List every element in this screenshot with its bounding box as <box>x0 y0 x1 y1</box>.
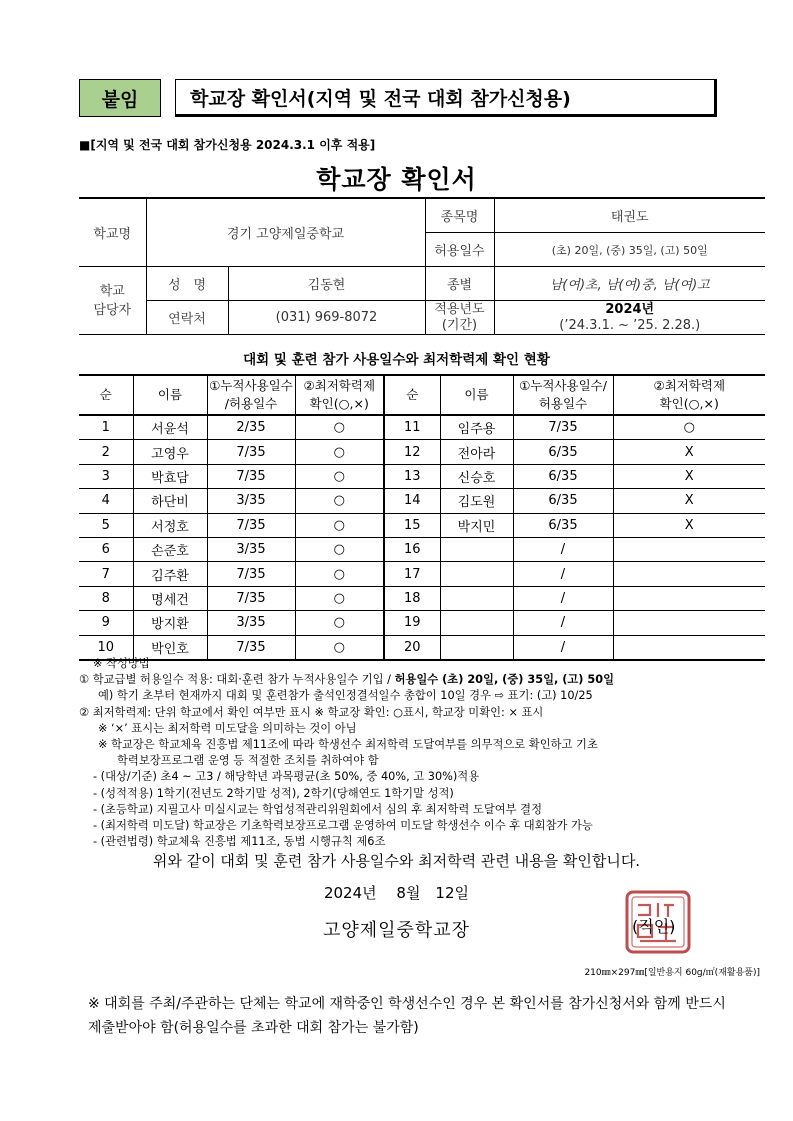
table-row <box>79 537 765 561</box>
info-table <box>79 197 765 335</box>
cell-days: 6/35 <box>513 489 613 513</box>
cell-days: 6/35 <box>513 464 613 488</box>
year-period: (’24.3.1. ~ ’25. 2.28.) <box>559 317 701 333</box>
header-no: 순 <box>79 375 133 415</box>
note-1-example: 예) 학기 초부터 현재까지 대회 및 훈련참가 출석인정결석일수 총합이 10일 경우 ⇨ 표기: (고) 10/25 <box>98 689 593 703</box>
cell-no: 14 <box>384 489 440 513</box>
cell-no: 2 <box>79 440 133 464</box>
cell-no: 11 <box>384 415 440 440</box>
sport-label: 종목명 <box>425 198 494 233</box>
cell-no: 16 <box>384 537 440 561</box>
header-days-right: ①누적사용일수/ 허용일수 <box>513 375 613 415</box>
cell-days: 6/35 <box>513 513 613 537</box>
contact-label: 연락처 <box>146 301 228 335</box>
page-title: 학교장 확인서 <box>316 165 477 194</box>
cell-days: 7/35 <box>513 415 613 440</box>
table-row <box>79 586 765 610</box>
cell-name: 김도원 <box>440 489 513 513</box>
cell-check: X <box>613 489 765 513</box>
cell-name <box>440 537 513 561</box>
cell-no: 19 <box>384 611 440 635</box>
cell-no: 20 <box>384 635 440 660</box>
cell-name: 서윤석 <box>133 415 207 440</box>
school-value: 경기 고양제일중학교 <box>146 198 425 267</box>
cell-check <box>613 562 765 586</box>
cell-days: / <box>513 586 613 610</box>
header-academic-right: ②최저학력제 확인(○,×) <box>613 375 765 415</box>
name-label: 성 명 <box>146 267 228 301</box>
header-no-right: 순 <box>384 375 440 415</box>
detail-4: - (최저학력 미도달) 학교장은 기초학력보장프로그램 운영하여 미도달 학생선수 이수 후 대회참가 가능 <box>93 819 593 833</box>
contact-value: (031) 969-8072 <box>228 301 425 335</box>
table-row <box>79 440 765 464</box>
table-row <box>79 415 765 440</box>
allowed-days-label: 허용일수 <box>425 233 494 267</box>
attachment-badge: 붙임 <box>79 79 161 117</box>
seal-label: (직인) <box>632 917 676 936</box>
sign-date: 2024년 8월 12일 <box>323 884 470 902</box>
cell-check: ○ <box>295 586 384 610</box>
header-name: 이름 <box>133 375 207 415</box>
table-row <box>79 611 765 635</box>
cell-check: X <box>613 440 765 464</box>
table-row <box>79 562 765 586</box>
cell-check: ○ <box>295 537 384 561</box>
category-label: 종별 <box>425 267 494 301</box>
cell-name: 명세건 <box>133 586 207 610</box>
cell-name: 전아라 <box>440 440 513 464</box>
cell-check <box>613 611 765 635</box>
cell-no: 9 <box>79 611 133 635</box>
cell-no: 4 <box>79 489 133 513</box>
cell-no: 17 <box>384 562 440 586</box>
year-cell <box>494 301 765 335</box>
manager-label: 학교 담당자 <box>79 267 146 335</box>
cell-no: 10 <box>79 635 133 660</box>
cell-days: 7/35 <box>207 586 295 610</box>
note-1-text: ① 학교급별 허용일수 적용: 대회·훈련 참가 누적사용일수 기입 / <box>79 673 395 687</box>
cell-days: 7/35 <box>207 464 295 488</box>
cell-name: 신승호 <box>440 464 513 488</box>
cell-name: 박효담 <box>133 464 207 488</box>
cell-no: 12 <box>384 440 440 464</box>
cell-check <box>613 586 765 610</box>
cell-check: ○ <box>295 415 384 440</box>
cell-check: ○ <box>295 635 384 660</box>
cell-check: X <box>613 464 765 488</box>
name-value: 김동현 <box>228 267 425 301</box>
header-name-right: 이름 <box>440 375 513 415</box>
note-1 <box>79 672 779 688</box>
category-value: 남(여)초, 남(여)중, 남(여)고 <box>494 267 765 301</box>
cell-days: / <box>513 537 613 561</box>
cell-days: / <box>513 611 613 635</box>
note-1-bold: 허용일수 (초) 20일, (중) 35일, (고) 50일 <box>394 673 615 687</box>
cell-no: 8 <box>79 586 133 610</box>
cell-days: 2/35 <box>207 415 295 440</box>
header-academic: ②최저학력제 확인(○,×) <box>295 375 384 415</box>
status-table <box>79 374 765 661</box>
cell-days: 7/35 <box>207 562 295 586</box>
cell-name: 서정호 <box>133 513 207 537</box>
writing-instructions <box>79 656 779 850</box>
cell-check: X <box>613 513 765 537</box>
cell-name: 고영우 <box>133 440 207 464</box>
table-row <box>79 464 765 488</box>
cell-no: 5 <box>79 513 133 537</box>
detail-5: - (관련법령) 학교체육 진흥법 제11조, 동법 시행규칙 제6조 <box>93 835 386 849</box>
cell-name <box>440 562 513 586</box>
cell-no: 13 <box>384 464 440 488</box>
cell-no: 18 <box>384 586 440 610</box>
cell-days: 3/35 <box>207 611 295 635</box>
cell-days: 3/35 <box>207 537 295 561</box>
cell-check: ○ <box>295 562 384 586</box>
cell-check: ○ <box>295 513 384 537</box>
cell-no: 6 <box>79 537 133 561</box>
detail-2: - (성적적용) 1학기(전년도 2학기말 성적), 2학기(당해연도 1학기말 성적) <box>93 786 454 800</box>
cell-days: 7/35 <box>207 440 295 464</box>
cell-days: 6/35 <box>513 440 613 464</box>
principal-title: 고양제일중학교장 <box>322 920 471 941</box>
cell-days: 7/35 <box>207 513 295 537</box>
cell-name: 손준호 <box>133 537 207 561</box>
detail-1: - (대상/기준) 초4 ~ 고3 / 해당학년 과목평균(초 50%, 중 40%, 고 30%)적용 <box>93 770 480 784</box>
year-label: 적용년도 (기간) <box>425 301 494 335</box>
cell-no: 3 <box>79 464 133 488</box>
school-label: 학교명 <box>79 198 146 267</box>
cell-name <box>440 611 513 635</box>
detail-3: - (초등학교) 지필고사 미실시교는 학업성적관리위원회에서 심의 후 최저학력 도달여부 결정 <box>93 802 542 816</box>
cell-check: ○ <box>295 611 384 635</box>
note-2-a: ※ ‘×’ 표시는 최저학력 미도달을 의미하는 것이 아님 <box>98 721 357 735</box>
cell-check: ○ <box>613 415 765 440</box>
cell-name: 임주용 <box>440 415 513 440</box>
sport-value: 태권도 <box>494 198 765 233</box>
table-row <box>79 489 765 513</box>
cell-days: 3/35 <box>207 489 295 513</box>
cell-no: 15 <box>384 513 440 537</box>
note-2-b2: 학력보장프로그램 운영 등 적절한 조치를 취하여야 함 <box>117 754 379 768</box>
cell-check: ○ <box>295 489 384 513</box>
allowed-days-value: (초) 20일, (중) 35일, (고) 50일 <box>494 233 765 267</box>
cell-days: / <box>513 562 613 586</box>
application-notice: ■[지역 및 전국 대회 참가신청용 2024.3.1 이후 적용] <box>79 138 376 152</box>
cell-check: ○ <box>295 464 384 488</box>
notes-heading: ※ 작성방법 <box>93 657 150 670</box>
cell-no: 1 <box>79 415 133 440</box>
table-row <box>79 513 765 537</box>
cell-name: 박인호 <box>133 635 207 660</box>
cell-name: 하단비 <box>133 489 207 513</box>
cell-days: 7/35 <box>207 635 295 660</box>
cell-name: 김주환 <box>133 562 207 586</box>
year-value: 2024년 <box>605 301 655 317</box>
footer-note: ※ 대회를 주최/주관하는 단체는 학교에 재학중인 학생선수인 경우 본 확인서를 참가신청서와 함께 반드시 제출받아야 함(허용일수를 초과한 대회 참가는 불가함) <box>88 996 726 1036</box>
note-2: ② 최저학력제: 단위 학교에서 확인 여부만 표시 ※ 학교장 확인: ○표시, 학교장 미확인: × 표시 <box>79 705 544 719</box>
confirmation-statement: 위와 같이 대회 및 훈련 참가 사용일수와 최저학력 관련 내용을 확인합니다. <box>152 852 641 870</box>
cell-days: / <box>513 635 613 660</box>
note-2-b1: ※ 학교장은 학교체육 진흥법 제11조에 따라 학생선수 최저학력 도달여부를 의무적으로 확인하고 기초 <box>98 738 598 752</box>
cell-name: 방지환 <box>133 611 207 635</box>
document-type-title: 학교장 확인서(지역 및 전국 대회 참가신청용) <box>175 79 717 117</box>
cell-no: 7 <box>79 562 133 586</box>
cell-check <box>613 537 765 561</box>
cell-name: 박지민 <box>440 513 513 537</box>
paper-spec: 210㎜×297㎜[일반용지 60g/㎡(재활용품)] <box>584 968 760 978</box>
header-days: ①누적사용일수 /허용일수 <box>207 375 295 415</box>
cell-check: ○ <box>295 440 384 464</box>
cell-name <box>440 586 513 610</box>
status-section-title: 대회 및 훈련 참가 사용일수와 최저학력제 확인 현황 <box>243 352 550 368</box>
